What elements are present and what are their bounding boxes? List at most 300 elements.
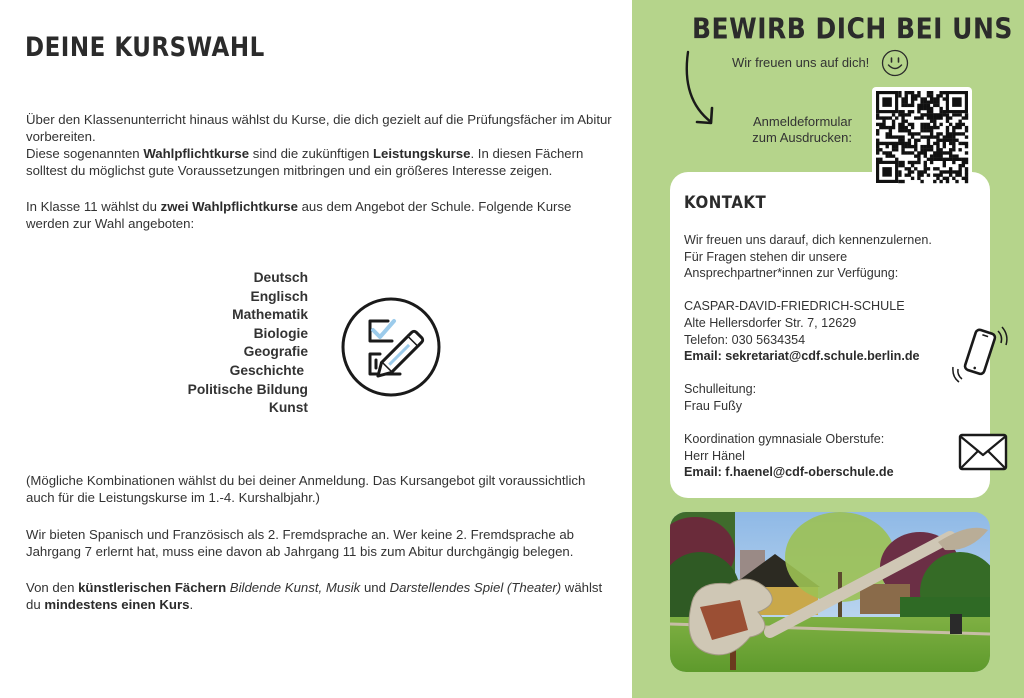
qr-module: [927, 173, 930, 176]
arrow-icon: [679, 50, 719, 130]
qr-module: [905, 120, 908, 123]
qr-module: [958, 132, 961, 135]
qr-module: [958, 126, 961, 129]
qr-module: [908, 132, 911, 135]
qr-module: [939, 170, 942, 173]
qr-module: [962, 142, 965, 145]
qr-module: [958, 142, 961, 145]
qr-module: [955, 158, 958, 161]
qr-module: [962, 177, 965, 180]
qr-module: [930, 107, 933, 110]
qr-module: [908, 170, 911, 173]
page-title: DEINE KURSWAHL: [25, 33, 265, 63]
school-phone: Telefon: 030 5634354: [684, 332, 806, 347]
qr-module: [933, 167, 936, 170]
arts-paragraph: [26, 579, 616, 613]
qr-module: [930, 161, 933, 164]
qr-module: [949, 167, 952, 170]
qr-module: [965, 129, 968, 132]
qr-module: [901, 110, 904, 113]
qr-module: [955, 173, 958, 176]
qr-module: [895, 145, 898, 148]
qr-module: [933, 173, 936, 176]
smiley-icon: [881, 49, 909, 77]
qr-module: [965, 142, 968, 145]
qr-module: [917, 116, 920, 119]
qr-module: [943, 158, 946, 161]
qr-module: [889, 116, 892, 119]
qr-module: [952, 142, 955, 145]
qr-module: [901, 145, 904, 148]
qr-module: [882, 120, 885, 123]
qr-module: [936, 154, 939, 157]
qr-module: [901, 164, 904, 167]
bold-leistungskurse: Leistungskurse: [372, 146, 471, 161]
qr-module: [879, 142, 882, 145]
qr-module: [920, 135, 923, 138]
qr-module: [917, 110, 920, 113]
qr-module: [939, 154, 942, 157]
qr-module: [949, 116, 952, 119]
course-item: Politische Bildung: [187, 381, 308, 397]
qr-module: [898, 129, 901, 132]
qr-module: [911, 132, 914, 135]
qr-module: [876, 142, 879, 145]
qr-module: [965, 151, 968, 154]
course-item: Mathematik: [232, 307, 308, 323]
qr-module: [939, 113, 942, 116]
qr-module: [952, 148, 955, 151]
qr-module: [952, 145, 955, 148]
italic-theater: Darstellendes Spiel (Theater): [389, 580, 562, 595]
principal-label: Schulleitung:: [684, 382, 757, 397]
qr-module: [927, 91, 930, 94]
qr-module: [958, 164, 961, 167]
course-item: Biologie: [253, 325, 308, 341]
qr-code[interactable]: [872, 87, 972, 187]
qr-module: [905, 104, 908, 107]
qr-module: [924, 107, 927, 110]
text: In Klasse 11 wählst du: [26, 199, 161, 214]
qr-module: [889, 132, 892, 135]
qr-module: [939, 116, 942, 119]
qr-module: [911, 123, 914, 126]
qr-module: [889, 151, 892, 154]
qr-module: [930, 132, 933, 135]
qr-module: [917, 91, 920, 94]
qr-module: [917, 139, 920, 142]
qr-module: [895, 135, 898, 138]
qr-module: [939, 139, 942, 142]
qr-module: [886, 142, 889, 145]
qr-module: [920, 97, 923, 100]
qr-module: [924, 148, 927, 151]
qr-module: [882, 123, 885, 126]
welcome-text: Wir freuen uns auf dich!: [732, 55, 870, 70]
qr-finder: [876, 161, 898, 183]
qr-module: [920, 170, 923, 173]
qr-module: [958, 123, 961, 126]
qr-module: [943, 91, 946, 94]
qr-module: [962, 132, 965, 135]
qr-module: [917, 161, 920, 164]
qr-module: [965, 180, 968, 183]
qr-module: [905, 126, 908, 129]
text: sind die zukünftigen: [249, 146, 373, 161]
qr-module: [933, 116, 936, 119]
text: .: [189, 597, 194, 612]
qr-module: [952, 177, 955, 180]
qr-module: [965, 167, 968, 170]
qr-module: [920, 116, 923, 119]
qr-module: [930, 158, 933, 161]
qr-module: [895, 148, 898, 151]
qr-module: [927, 116, 930, 119]
qr-finder: [876, 91, 898, 113]
qr-module: [876, 145, 879, 148]
school-email[interactable]: Email: sekretariat@cdf.schule.berlin.de: [684, 349, 920, 364]
qr-module: [939, 132, 942, 135]
qr-module: [939, 151, 942, 154]
qr-module: [952, 126, 955, 129]
qr-module: [946, 116, 949, 119]
qr-module: [917, 132, 920, 135]
text: Von den: [26, 580, 79, 595]
qr-module: [898, 139, 901, 142]
qr-module: [933, 180, 936, 183]
qr-module: [920, 129, 923, 132]
qr-module: [949, 123, 952, 126]
qr-module: [889, 135, 892, 138]
qr-module: [955, 154, 958, 157]
qr-module: [927, 139, 930, 142]
qr-module: [965, 135, 968, 138]
qr-module: [876, 148, 879, 151]
qr-module: [905, 97, 908, 100]
qr-module: [936, 132, 939, 135]
qr-module: [930, 91, 933, 94]
qr-module: [933, 154, 936, 157]
qr-module: [936, 116, 939, 119]
qr-module: [901, 180, 904, 183]
qr-module: [962, 116, 965, 119]
qr-module: [886, 145, 889, 148]
form-label-line: zum Ausdrucken:: [752, 130, 852, 145]
qr-module: [911, 126, 914, 129]
qr-module: [924, 170, 927, 173]
qr-module: [876, 151, 879, 154]
qr-module: [936, 177, 939, 180]
qr-module: [955, 139, 958, 142]
qr-module: [908, 142, 911, 145]
languages-paragraph: Wir bieten Spanisch und Französisch als 2. Fremdsprache an. Wer keine 2. Fremdsprache ab Jahrgang 7 erlernt hat, muss eine davon ab Jahrgang 11 bis zum Abitur durchgängig belegen.: [26, 527, 575, 559]
qr-module: [930, 126, 933, 129]
qr-module: [920, 180, 923, 183]
qr-module: [892, 126, 895, 129]
qr-module: [955, 170, 958, 173]
qr-module: [952, 158, 955, 161]
qr-module: [901, 120, 904, 123]
qr-module: [901, 101, 904, 104]
qr-module: [879, 148, 882, 151]
qr-module: [924, 101, 927, 104]
bold-mindestens: mindestens einen Kurs: [44, 597, 190, 612]
qr-module: [911, 177, 914, 180]
qr-module: [911, 91, 914, 94]
qr-module: [876, 158, 879, 161]
qr-module: [901, 161, 904, 164]
qr-module: [901, 148, 904, 151]
qr-module: [898, 91, 901, 94]
qr-module: [882, 126, 885, 129]
course-item: Geografie: [243, 344, 308, 360]
text: Diese sogenannten: [26, 146, 144, 161]
contact-card: [670, 172, 990, 498]
qr-module: [898, 135, 901, 138]
form-label-line: Anmeldeformular: [753, 114, 852, 129]
qr-module: [911, 94, 914, 97]
qr-module: [949, 148, 952, 151]
qr-module: [924, 135, 927, 138]
qr-module: [905, 113, 908, 116]
qr-module: [898, 94, 901, 97]
qr-module: [911, 170, 914, 173]
qr-module: [924, 154, 927, 157]
coordinator-name: Herr Hänel: [684, 448, 745, 463]
qr-module: [901, 97, 904, 100]
qr-module: [927, 129, 930, 132]
qr-module: [876, 132, 879, 135]
course-item: Kunst: [268, 400, 308, 416]
qr-module: [943, 142, 946, 145]
qr-module: [879, 123, 882, 126]
text: wählst du: [26, 580, 603, 612]
qr-module: [936, 158, 939, 161]
qr-module: [876, 129, 879, 132]
qr-module: [943, 139, 946, 142]
qr-module: [936, 101, 939, 104]
qr-module: [901, 123, 904, 126]
qr-module: [914, 132, 917, 135]
qr-module: [952, 154, 955, 157]
qr-module: [920, 101, 923, 104]
qr-module: [901, 151, 904, 154]
qr-module: [927, 148, 930, 151]
qr-module: [905, 94, 908, 97]
qr-module: [917, 107, 920, 110]
qr-module: [933, 113, 936, 116]
qr-module: [898, 161, 901, 164]
qr-module: [946, 180, 949, 183]
qr-module: [933, 126, 936, 129]
qr-module: [914, 167, 917, 170]
qr-module: [892, 145, 895, 148]
qr-module: [930, 101, 933, 104]
qr-module: [930, 110, 933, 113]
qr-module: [901, 126, 904, 129]
qr-module: [917, 151, 920, 154]
qr-module: [933, 101, 936, 104]
qr-module: [895, 142, 898, 145]
qr-module: [958, 170, 961, 173]
qr-module: [917, 154, 920, 157]
qr-module: [905, 167, 908, 170]
qr-module: [905, 142, 908, 145]
qr-module: [908, 91, 911, 94]
qr-module: [958, 158, 961, 161]
qr-module: [924, 161, 927, 164]
course-item: Geschichte: [229, 362, 304, 378]
qr-module: [911, 164, 914, 167]
qr-module: [908, 123, 911, 126]
qr-module: [886, 135, 889, 138]
qr-module: [901, 139, 904, 142]
qr-module: [933, 142, 936, 145]
qr-module: [930, 94, 933, 97]
qr-module: [927, 94, 930, 97]
school-address: Alte Hellersdorfer Str. 7, 12629: [684, 315, 857, 330]
qr-module: [946, 126, 949, 129]
qr-module: [939, 91, 942, 94]
qr-module: [876, 139, 879, 142]
qr-module: [911, 145, 914, 148]
contact-title: KONTAKT: [684, 192, 767, 213]
qr-module: [933, 104, 936, 107]
italic-subjects: Bildende Kunst, Musik: [229, 580, 361, 595]
qr-module: [927, 158, 930, 161]
qr-module: [920, 107, 923, 110]
qr-module: [949, 158, 952, 161]
qr-module: [939, 110, 942, 113]
qr-module: [958, 173, 961, 176]
qr-module: [882, 142, 885, 145]
qr-module: [936, 148, 939, 151]
qr-module: [911, 101, 914, 104]
qr-module: [936, 126, 939, 129]
intro-line-2: [26, 145, 616, 179]
qr-module: [943, 151, 946, 154]
qr-module: [965, 145, 968, 148]
qr-module: [917, 170, 920, 173]
qr-module: [939, 148, 942, 151]
qr-module: [924, 97, 927, 100]
qr-module: [936, 104, 939, 107]
qr-module: [939, 158, 942, 161]
qr-module: [955, 132, 958, 135]
qr-module: [927, 126, 930, 129]
qr-module: [914, 116, 917, 119]
qr-module: [955, 123, 958, 126]
qr-module: [901, 135, 904, 138]
qr-module: [889, 142, 892, 145]
qr-module: [889, 126, 892, 129]
combinations-paragraph: (Mögliche Kombinationen wählst du bei deiner Anmeldung. Das Kursangebot gilt voraussichtlich auch für die Leistungskurse im 1.-4. Kurshalbjahr.): [26, 473, 586, 505]
contact-intro: Für Fragen stehen dir unsere: [684, 249, 848, 264]
qr-module: [927, 135, 930, 138]
qr-module: [892, 123, 895, 126]
qr-module: [911, 97, 914, 100]
qr-module: [898, 113, 901, 116]
school-photo: [670, 512, 990, 672]
qr-module: [933, 158, 936, 161]
qr-module: [952, 113, 955, 116]
qr-module: [965, 158, 968, 161]
qr-module: [946, 120, 949, 123]
qr-module: [920, 151, 923, 154]
qr-module: [946, 151, 949, 154]
bold-wahlpflichtkurse: Wahlpflichtkurse: [143, 146, 250, 161]
qr-module: [936, 173, 939, 176]
qr-module: [946, 135, 949, 138]
qr-module: [927, 104, 930, 107]
qr-module: [946, 129, 949, 132]
qr-module: [936, 145, 939, 148]
qr-module: [958, 148, 961, 151]
school-photo-image: [670, 512, 990, 672]
qr-module: [943, 135, 946, 138]
coordinator-email[interactable]: Email: f.haenel@cdf-oberschule.de: [684, 465, 894, 480]
qr-module: [927, 145, 930, 148]
qr-module: [930, 148, 933, 151]
qr-module: [949, 170, 952, 173]
qr-module: [914, 145, 917, 148]
qr-module: [955, 126, 958, 129]
qr-module: [879, 158, 882, 161]
qr-module: [889, 129, 892, 132]
qr-module: [958, 113, 961, 116]
qr-module: [908, 151, 911, 154]
qr-module: [936, 151, 939, 154]
qr-module: [965, 116, 968, 119]
qr-module: [901, 129, 904, 132]
qr-module: [946, 158, 949, 161]
qr-module: [930, 135, 933, 138]
qr-module: [889, 154, 892, 157]
qr-module: [943, 170, 946, 173]
qr-module: [911, 135, 914, 138]
qr-module: [933, 135, 936, 138]
qr-module: [901, 142, 904, 145]
right-panel: [632, 0, 1024, 698]
qr-module: [908, 104, 911, 107]
qr-module: [943, 113, 946, 116]
qr-module: [924, 164, 927, 167]
qr-module: [876, 123, 879, 126]
qr-module: [924, 151, 927, 154]
qr-module: [933, 151, 936, 154]
qr-module: [908, 145, 911, 148]
qr-module: [886, 126, 889, 129]
qr-module: [917, 158, 920, 161]
choice-paragraph: [26, 198, 616, 232]
qr-module: [936, 97, 939, 100]
qr-module: [927, 123, 930, 126]
qr-module: [939, 107, 942, 110]
contact-intro: Wir freuen uns darauf, dich kennenzulernen.: [684, 233, 932, 247]
qr-module: [924, 113, 927, 116]
bold-kuenstlerische-faecher: künstlerischen Fächern: [78, 580, 227, 595]
qr-module: [930, 154, 933, 157]
qr-module: [939, 180, 942, 183]
qr-module: [949, 139, 952, 142]
qr-module: [924, 145, 927, 148]
course-item: Englisch: [250, 288, 308, 304]
qr-module: [958, 167, 961, 170]
qr-module: [936, 94, 939, 97]
qr-module: [898, 164, 901, 167]
qr-module: [946, 139, 949, 142]
course-item: Deutsch: [253, 270, 308, 285]
